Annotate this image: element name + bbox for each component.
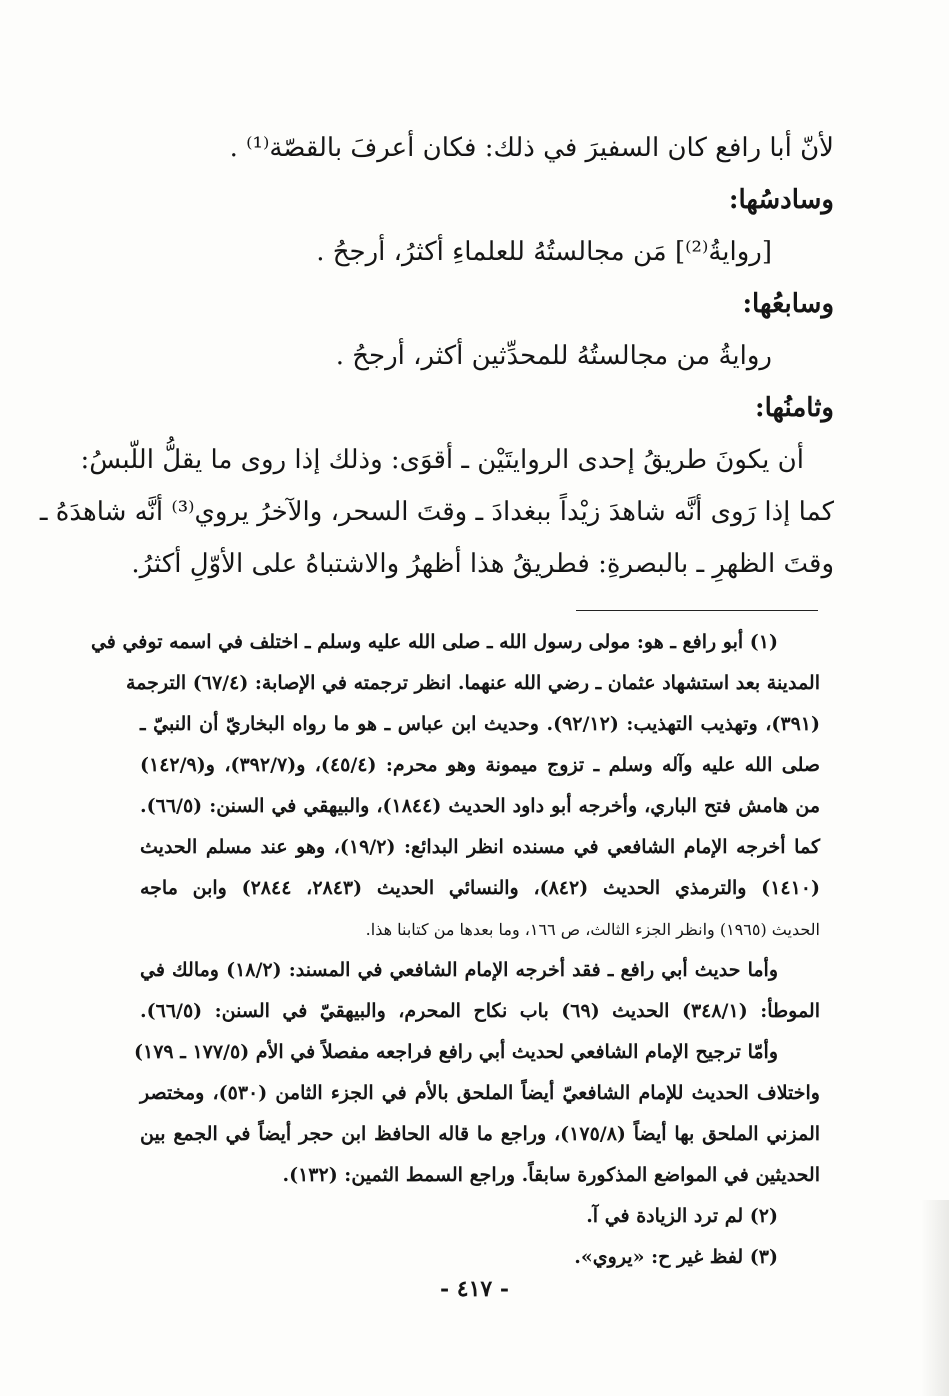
footnote-line: واختلاف الحديث للإمام الشافعيّ أيضاً الملحق بالأم في الجزء الثامن (٥٣٠)، ومختصر [140, 1082, 820, 1104]
text-line: [روايةُ⁽²⁾] مَن مجالستُهُ للعلماءِ أكثرُ، أرجحُ . [316, 237, 772, 267]
section-heading-seventh: وسابعُها: [742, 289, 834, 319]
footnote-line: من هامش فتح الباري، وأخرجه أبو داود الحديث (١٨٤٤)، والبيهقي في السنن: (٦٦/٥). [140, 795, 820, 817]
footnote-line: الحديثين في المواضع المذكورة سابقاً. وراجع السمط الثمين: (١٣٢). [282, 1164, 820, 1186]
footnote-line: وأمّا ترجيح الإمام الشافعي لحديث أبي رافع فراجعه مفصلاً في الأم (١٧٧/٥ ـ ١٧٩) [134, 1041, 778, 1063]
section-heading-sixth: وسادسُها: [728, 185, 834, 215]
footnote-line: المزني الملحق بها أيضاً (١٧٥/٨)، وراجع ما قاله الحافظ ابن حجر أيضاً في الجمع بين [140, 1123, 821, 1145]
text-line: وقتَ الظهرِ ـ بالبصرةِ: فطريقُ هذا أظهرُ والاشتباهُ على الأوّلِ أكثرُ. [131, 549, 834, 579]
footnote-line: الحديث (١٩٦٥) وانظر الجزء الثالث، ص ١٦٦، وما بعدها من كتابنا هذا. [365, 920, 820, 939]
footnote-2: (٢) لم ترد الزيادة في آ. [586, 1205, 778, 1227]
text-line: لأنّ أبا رافع كان السفيرَ في ذلك: فكان أعرفَ بالقصّة⁽¹⁾ . [229, 133, 834, 163]
scan-edge-shadow [921, 1200, 949, 1396]
footnote-line: وأما حديث أبي رافع ـ فقد أخرجه الإمام الشافعي في المسند: (١٨/٢) ومالك في [140, 959, 778, 981]
text-line: روايةُ من مجالستُهُ للمحدِّثين أكثر، أرجحُ . [335, 341, 772, 371]
text-line: كما إذا رَوى أنَّه شاهدَ زيْداً ببغدادَ ـ وقتَ السحر، والآخرُ يروي⁽³⁾ أنَّه شاهدَهُ ـ [39, 497, 834, 527]
footnote-line: صلى الله عليه وآله وسلم ـ تزوج ميمونة وهو محرم: (٤٥/٤)، و(٣٩٢/٧)، و(١٤٢/٩) [140, 754, 821, 776]
footnote-separator [576, 610, 818, 611]
main-text [39, 122, 834, 590]
footnote-line: (١٤١٠) والترمذي الحديث (٨٤٢)، والنسائي الحديث (٢٨٤٣، ٢٨٤٤) وابن ماجه [140, 877, 821, 899]
section-heading-eighth: وثامنُها: [755, 393, 834, 423]
footnote-line: (١) أبو رافع ـ هو: مولى رسول الله ـ صلى الله عليه وسلم ـ اختلف في اسمه توفي في [90, 631, 778, 653]
footnotes [90, 622, 821, 1278]
footnote-line: كما أخرجه الإمام الشافعي في مسنده انظر البدائع: (١٩/٢)، وهو عند مسلم الحديث [140, 836, 820, 858]
footnote-line: المدينة بعد استشهاد عثمان ـ رضي الله عنهما. انظر ترجمته في الإصابة: (٦٧/٤) الترجمة [125, 672, 820, 694]
footnote-3: (٣) لفظ غير ح: «يروي». [574, 1246, 778, 1268]
page-number: - ٤١٧ - [439, 1276, 510, 1302]
text-line: أن يكونَ طريقُ إحدى الروايتَيْن ـ أقوَى: وذلك إذا روى ما يقلُّ اللّبسُ: [80, 445, 804, 475]
footnote-line: الموطأ: (٣٤٨/١) الحديث (٦٩) باب نكاح المحرم، والبيهقيّ في السنن: (٦٦/٥). [140, 1000, 820, 1022]
footnote-line: (٣٩١)، وتهذيب التهذيب: (٩٢/١٢). وحديث ابن عباس ـ هو ما رواه البخاريّ أن النبيّ ـ [140, 713, 820, 735]
